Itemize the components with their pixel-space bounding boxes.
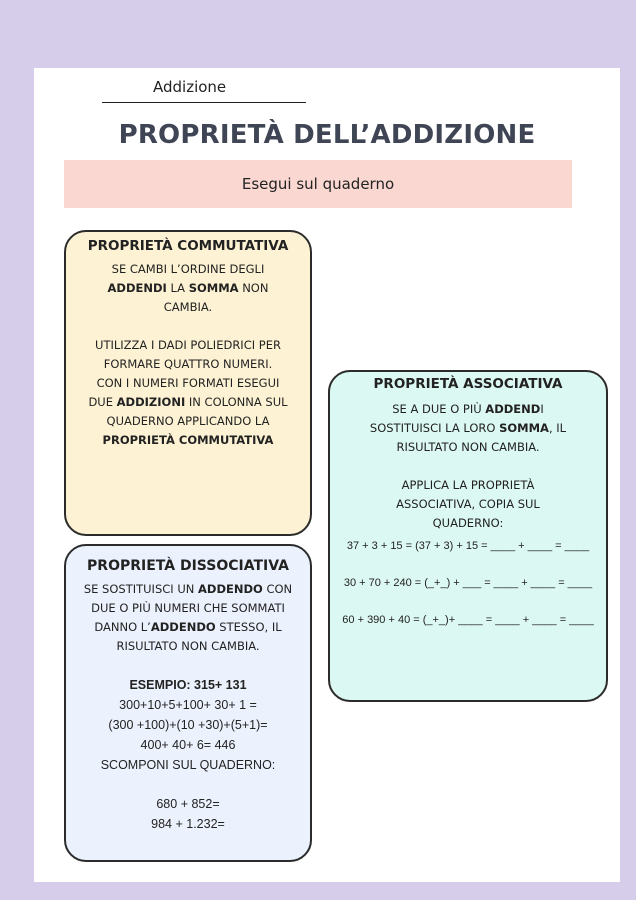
associative-title: PROPRIETÀ ASSOCIATIVA [373,376,563,392]
commutative-title: PROPRIETÀ COMMUTATIVA [87,238,289,254]
dissociative-example-line-4: SCOMPONI SUL QUADERNO: [100,758,276,772]
dissociative-example-line-2: (300 +100)+(10 +30)+(5+1)= [108,718,268,732]
subject-label: Addizione [153,78,227,96]
worksheet [34,68,620,882]
dissociative-rule-line-4: RISULTATO NON CAMBIA. [116,639,260,653]
dissociative-task-1: 680 + 852= [156,797,220,811]
dissociative-example-title: ESEMPIO: 315+ 131 [129,678,247,692]
associative-box [328,370,608,702]
associative-exercise-1: 37 + 3 + 15 = (37 + 3) + 15 = ____ + ____ = ____ [346,540,590,552]
instruction-banner: Esegui sul quaderno [64,160,572,208]
associative-exercise-2: 30 + 70 + 240 = (_+_) + ___ = ____ + ____ = ____ [343,577,593,589]
commutative-rule-line-3: CAMBIA. [163,300,213,314]
commutative-task-line-3: CON I NUMERI FORMATI ESEGUI [96,376,280,390]
associative-task-line-1: APPLICA LA PROPRIETÀ [401,478,535,492]
commutative-task-line-5: QUADERNO APPLICANDO LA [106,414,270,428]
associative-rule-line-2: SOSTITUISCI LA LORO SOMMA, IL [369,421,567,435]
commutative-task-line-4: DUE ADDIZIONI IN COLONNA SUL [88,395,288,409]
dissociative-box [64,544,312,862]
associative-exercise-3: 60 + 390 + 40 = (_+_)+ ____ = ____ + ____ = ____ [342,614,594,626]
associative-rule-line-1: SE A DUE O PIÙ ADDENDI [392,402,544,416]
dissociative-task-2: 984 + 1.232= [151,817,225,831]
commutative-task-line-1: UTILIZZA I DADI POLIEDRICI PER [95,338,281,352]
commutative-rule-line-1: SE CAMBI L’ORDINE DEGLI [111,262,265,276]
associative-task-line-3: QUADERNO: [432,516,504,530]
dissociative-rule-line-2: DUE O PIÙ NUMERI CHE SOMMATI [91,601,285,615]
commutative-task-line-2: FORMARE QUATTRO NUMERI. [103,357,273,371]
associative-task-line-2: ASSOCIATIVA, COPIA SUL [396,497,540,511]
commutative-box [64,230,312,536]
page-title: PROPRIETÀ DELL’ADDIZIONE [118,120,536,150]
subject-underline [102,102,306,103]
commutative-task-line-6: PROPRIETÀ COMMUTATIVA [102,433,274,447]
dissociative-title: PROPRIETÀ DISSOCIATIVA [87,558,289,574]
dissociative-example-line-3: 400+ 40+ 6= 446 [140,738,236,752]
associative-rule-line-3: RISULTATO NON CAMBIA. [396,440,540,454]
dissociative-rule-line-3: DANNO L’ADDENDO STESSO, IL [94,620,282,634]
dissociative-example-line-1: 300+10+5+100+ 30+ 1 = [119,698,257,712]
dissociative-rule-line-1: SE SOSTITUISCI UN ADDENDO CON [83,582,293,596]
commutative-rule-line-2: ADDENDI LA SOMMA NON [107,281,269,295]
